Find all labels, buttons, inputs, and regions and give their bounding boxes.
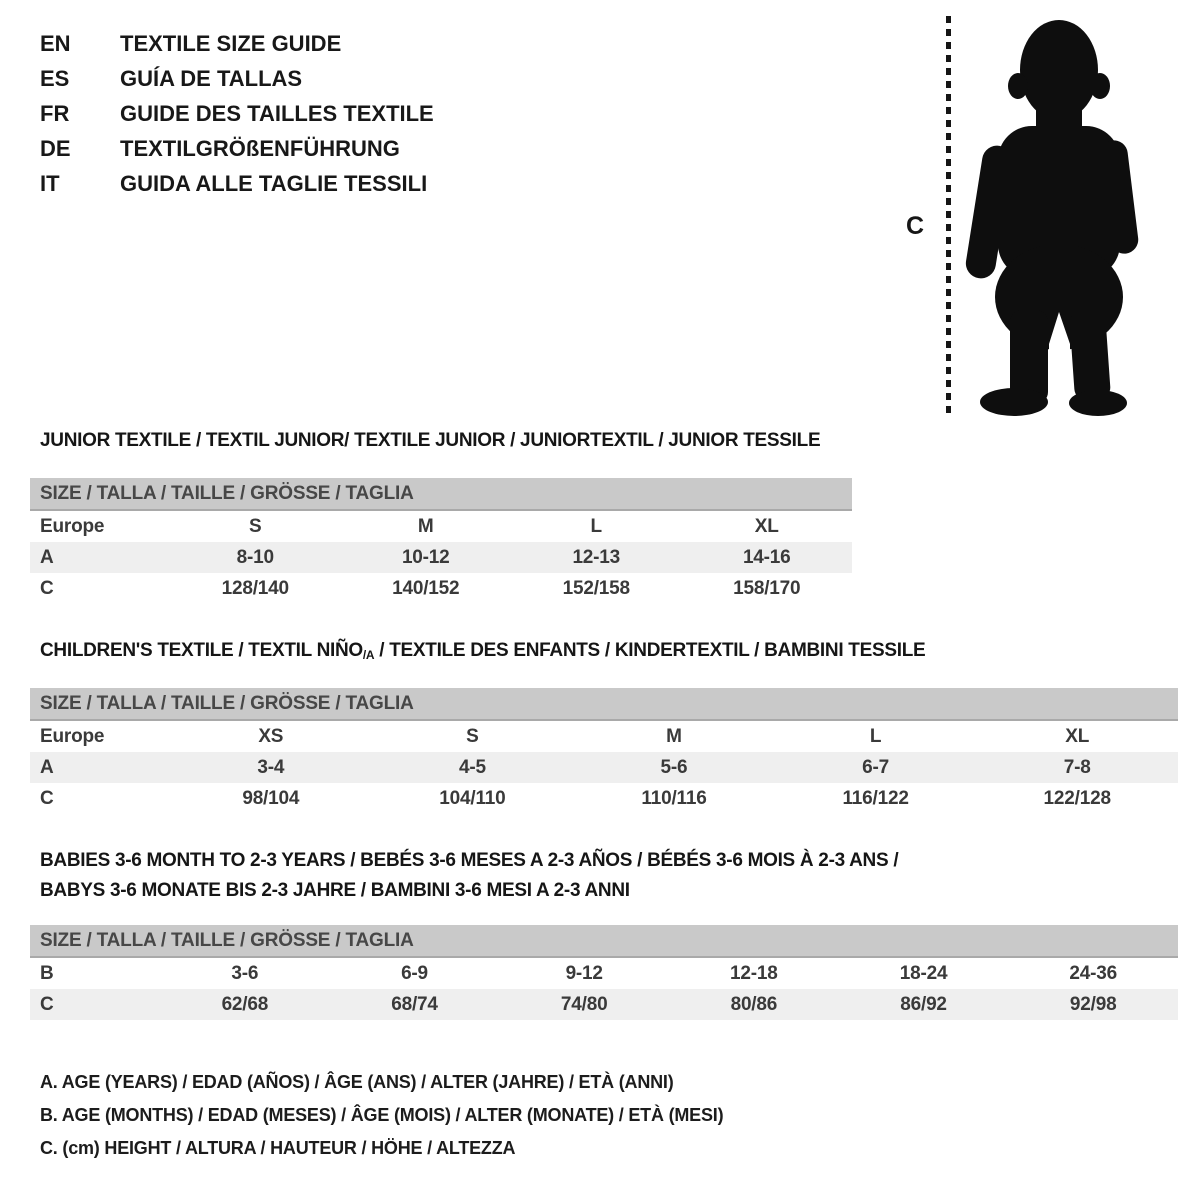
language-title: GUÍA DE TALLAS — [120, 65, 303, 91]
size-cell: S — [249, 515, 262, 537]
row-label: A — [40, 756, 54, 778]
table-row-europe — [30, 511, 852, 542]
legend-line-c: C. (cm) HEIGHT / ALTURA / HAUTEUR / HÖHE / ALTEZZA — [40, 1138, 516, 1158]
months-cell: 12-18 — [730, 962, 778, 984]
size-cell: XS — [258, 725, 284, 747]
legend-line-a: A. AGE (YEARS) / EDAD (AÑOS) / ÂGE (ANS) / ALTER (JAHRE) / ETÀ (ANNI) — [40, 1072, 674, 1092]
size-cell: S — [466, 725, 479, 747]
language-row-fr — [40, 96, 434, 131]
babies-section-title — [40, 846, 898, 906]
age-cell: 7-8 — [1063, 756, 1091, 778]
language-row-en — [40, 26, 434, 61]
height-cell: 128/140 — [221, 577, 289, 599]
language-title: GUIDA ALLE TAGLIE TESSILI — [120, 170, 428, 196]
language-code: EN — [40, 30, 71, 56]
months-cell: 18-24 — [899, 962, 948, 984]
months-cell: 3-6 — [231, 962, 259, 984]
junior-size-table — [30, 478, 852, 604]
language-row-it — [40, 166, 434, 201]
age-cell: 8-10 — [236, 546, 274, 568]
height-cell: 68/74 — [391, 993, 438, 1015]
months-cell: 24-36 — [1069, 962, 1117, 984]
children-section-title — [40, 640, 925, 662]
size-header-bar: SIZE / TALLA / TAILLE / GRÖSSE / TAGLIA — [30, 478, 852, 511]
height-cell: 74/80 — [560, 993, 608, 1015]
height-cell: 80/86 — [730, 993, 778, 1015]
children-title-post: / TEXTILE DES ENFANTS / KINDERTEXTIL / BAMBINI TESSILE — [374, 640, 926, 661]
height-cell: 98/104 — [242, 787, 300, 809]
age-cell: 10-12 — [401, 546, 450, 568]
table-row-height — [30, 573, 852, 604]
table-row-height — [30, 783, 1178, 814]
babies-title-line2: BABYS 3-6 MONATE BIS 2-3 JAHRE / BAMBINI 3-6 MESI A 2-3 ANNI — [40, 880, 630, 901]
table-row-europe — [30, 721, 1178, 752]
language-row-de — [40, 131, 434, 166]
babies-size-table — [30, 925, 1178, 1020]
months-cell: 6-9 — [401, 962, 428, 984]
age-cell: 14-16 — [742, 546, 791, 568]
row-label: Europe — [40, 515, 105, 537]
babies-title-line1: BABIES 3-6 MONTH TO 2-3 YEARS / BEBÉS 3-6 MESES A 2-3 AÑOS / BÉBÉS 3-6 MOIS À 2-3 ANS / — [40, 850, 899, 871]
language-title: GUIDE DES TAILLES TEXTILE — [120, 100, 434, 126]
row-label: C — [40, 577, 54, 599]
months-cell: 9-12 — [565, 962, 603, 984]
age-cell: 3-4 — [257, 756, 285, 778]
toddler-silhouette-icon — [958, 12, 1150, 417]
height-cell: 62/68 — [221, 993, 269, 1015]
language-code: ES — [40, 65, 70, 91]
size-cell: L — [869, 725, 882, 747]
language-title-block — [40, 26, 434, 201]
row-label: C — [40, 787, 54, 809]
children-title-pre: CHILDREN'S TEXTILE / TEXTIL NIÑO — [40, 640, 363, 661]
size-cell: L — [590, 515, 602, 537]
row-label: A — [40, 546, 54, 568]
height-cell: 122/128 — [1043, 787, 1111, 809]
age-cell: 6-7 — [862, 756, 890, 778]
height-cell: 140/152 — [392, 577, 460, 599]
size-cell: XL — [754, 515, 779, 537]
junior-section-title: JUNIOR TEXTILE / TEXTIL JUNIOR/ TEXTILE JUNIOR / JUNIORTEXTIL / JUNIOR TESSILE — [40, 430, 821, 451]
height-cell: 116/122 — [842, 787, 909, 809]
language-title: TEXTILE SIZE GUIDE — [120, 30, 342, 56]
measurement-legend — [40, 1066, 723, 1165]
size-header-bar: SIZE / TALLA / TAILLE / GRÖSSE / TAGLIA — [30, 925, 1178, 958]
language-code: IT — [40, 170, 60, 196]
language-row-es — [40, 61, 434, 96]
age-cell: 5-6 — [660, 756, 688, 778]
row-label: Europe — [40, 725, 105, 747]
height-cell: 152/158 — [562, 577, 630, 599]
height-cell: 158/170 — [733, 577, 801, 599]
height-cell: 86/92 — [900, 993, 947, 1015]
size-header-bar: SIZE / TALLA / TAILLE / GRÖSSE / TAGLIA — [30, 688, 1178, 721]
height-cell: 92/98 — [1069, 993, 1117, 1015]
language-title: TEXTILGRÖßENFÜHRUNG — [120, 135, 400, 161]
height-cell: 110/116 — [641, 787, 707, 809]
age-cell: 4-5 — [458, 756, 486, 778]
table-row-height — [30, 989, 1178, 1020]
size-cell: M — [666, 725, 682, 747]
children-title-subscript: /A — [362, 648, 375, 662]
size-cell: XL — [1065, 725, 1090, 747]
row-label: B — [40, 962, 54, 984]
height-measure-dashed-line — [946, 16, 951, 416]
children-size-table — [30, 688, 1178, 814]
size-cell: M — [417, 515, 434, 537]
table-row-months — [30, 958, 1178, 989]
table-row-age — [30, 542, 852, 573]
language-code: DE — [40, 135, 71, 161]
height-measure-label: C — [906, 212, 925, 240]
age-cell: 12-13 — [572, 546, 621, 568]
language-code: FR — [40, 100, 70, 126]
table-row-age — [30, 752, 1178, 783]
row-label: C — [40, 993, 54, 1015]
height-cell: 104/110 — [439, 787, 506, 809]
legend-line-b: B. AGE (MONTHS) / EDAD (MESES) / ÂGE (MOIS) / ALTER (MONATE) / ETÀ (MESI) — [40, 1105, 724, 1125]
